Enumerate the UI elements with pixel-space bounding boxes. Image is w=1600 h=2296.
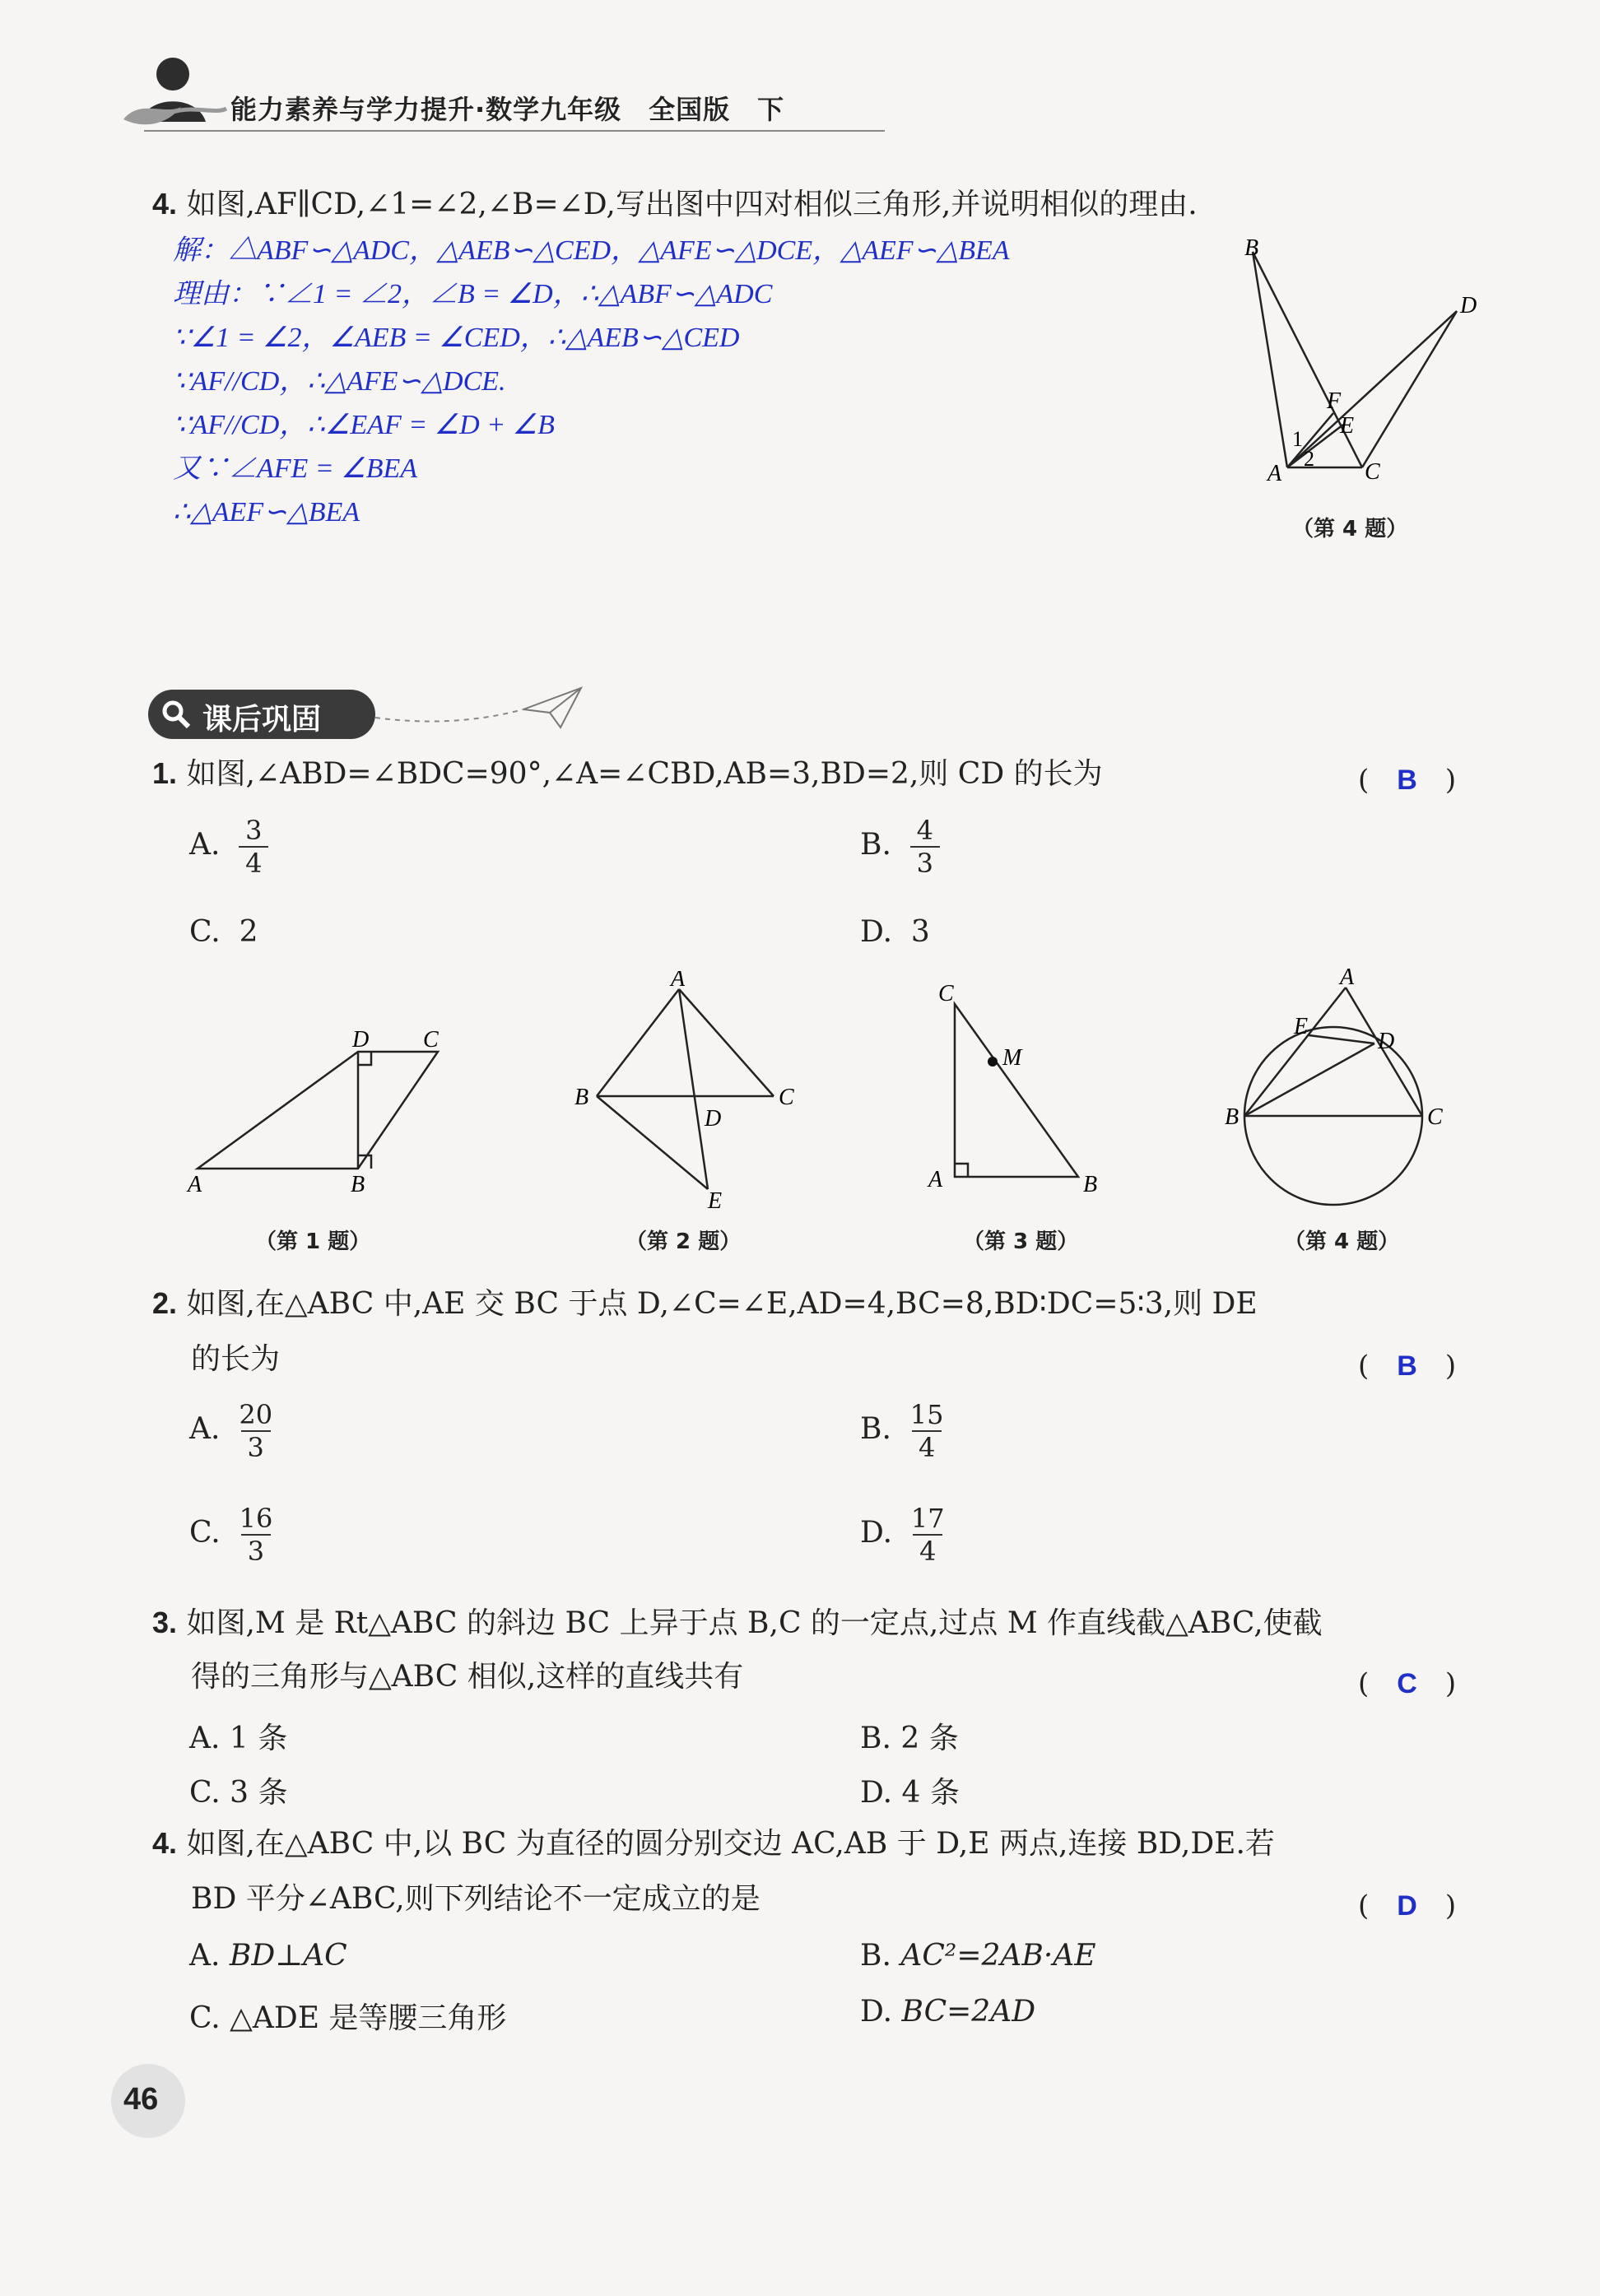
q4-stem bbox=[152, 1825, 1275, 1862]
header-title: 能力素养与学力提升·数学九年级 全国版 下 bbox=[230, 94, 785, 125]
frac-den: 3 bbox=[916, 848, 933, 879]
solution-line: 又∵∠AFE = ∠BEA bbox=[173, 453, 418, 484]
frac-den: 4 bbox=[245, 848, 263, 879]
q4-top-figure bbox=[1235, 239, 1481, 494]
figure-4 bbox=[1218, 963, 1457, 1210]
fig-label: D bbox=[705, 1106, 722, 1132]
solution-line: ∵∠1 = ∠2，∠AEB = ∠CED，∴△AEB∽△CED bbox=[173, 323, 740, 353]
option-value: 1 条 bbox=[229, 1722, 288, 1755]
solution-line: 理由：∵∠1 = ∠2，∠B = ∠D，∴△ABF∽△ADC bbox=[173, 279, 773, 309]
q4-top-caption: （第 4 题） bbox=[1292, 517, 1408, 541]
q3-text: 如图,M 是 Rt△ABC 的斜边 BC 上异于点 B,C 的一定点,过点 M 作直线截△ABC,使截 bbox=[186, 1606, 1323, 1640]
fig-label: C bbox=[938, 981, 954, 1006]
fig-label: 2 bbox=[1304, 447, 1314, 471]
q1-answer: ( B ) bbox=[1358, 764, 1457, 797]
frac-den: 4 bbox=[918, 1432, 936, 1463]
fig-label: 1 bbox=[1292, 427, 1303, 451]
q4-top-stem bbox=[152, 186, 1198, 223]
q4-text: 如图,在△ABC 中,以 BC 为直径的圆分别交边 AC,AB 于 D,E 两点,连接 BD,DE.若 bbox=[186, 1827, 1275, 1861]
option-value: 4 条 bbox=[901, 1776, 960, 1810]
q2-option-a: A. $\frac{20}{3}$ bbox=[189, 1399, 273, 1463]
q1-number: 1. bbox=[152, 756, 178, 790]
fig-label: A bbox=[188, 1172, 202, 1197]
magnifier-icon bbox=[160, 698, 193, 738]
figure-2 bbox=[568, 971, 807, 1210]
option-value: 3 条 bbox=[230, 1776, 288, 1810]
q3-answer: ( C ) bbox=[1358, 1667, 1457, 1700]
q3-option-c: C. 3 条 bbox=[189, 1776, 288, 1810]
q1-option-c: C. 2 bbox=[189, 915, 258, 949]
fig-label: C bbox=[1427, 1104, 1443, 1130]
fig-label: M bbox=[1002, 1045, 1022, 1071]
answer-letter: B bbox=[1397, 765, 1417, 796]
option-value: 3 bbox=[910, 915, 930, 949]
solution-line: 解：△ABF∽△ADC，△AEB∽△CED，△AFE∽△DCE，△AEF∽△BEA bbox=[173, 235, 1010, 266]
fig-label: B bbox=[1083, 1172, 1098, 1197]
frac-den: 4 bbox=[919, 1536, 937, 1567]
figure-4-caption: （第 4 题） bbox=[1284, 1229, 1400, 1254]
q3-stem bbox=[152, 1605, 1323, 1642]
figure-1-caption: （第 1 题） bbox=[255, 1229, 371, 1254]
option-value: BD⊥AC bbox=[229, 1939, 347, 1973]
q2-stem-cont: 的长为 bbox=[191, 1342, 281, 1376]
q4-top-text: 如图,AF∥CD,∠1=∠2,∠B=∠D,写出图中四对相似三角形,并说明相似的理由. bbox=[186, 188, 1198, 221]
q1-option-d: D. 3 bbox=[860, 915, 930, 949]
q4-option-d: D. BC=2AD bbox=[860, 1995, 1036, 2029]
q4-stem-cont: BD 平分∠ABC,则下列结论不一定成立的是 bbox=[191, 1882, 760, 1916]
header-divider bbox=[144, 130, 885, 132]
fig-label: A bbox=[928, 1167, 943, 1192]
answer-letter: B bbox=[1397, 1350, 1417, 1382]
q1-option-b: B. $\frac{4}{3}$ bbox=[860, 815, 940, 879]
fig-label: E bbox=[1340, 413, 1355, 439]
q4-option-b: B. AC²=2AB·AE bbox=[860, 1939, 1096, 1973]
frac-num: 3 bbox=[245, 815, 263, 846]
frac-den: 3 bbox=[247, 1432, 264, 1463]
q3-option-b: B. 2 条 bbox=[860, 1722, 959, 1755]
fig-label: D bbox=[1460, 293, 1477, 318]
solution-line: ∵AF//CD，∴△AFE∽△DCE. bbox=[173, 366, 506, 397]
q2-option-b: B. $\frac{15}{4}$ bbox=[860, 1399, 944, 1463]
q2-text: 如图,在△ABC 中,AE 交 BC 于点 D,∠C=∠E,AD=4,BC=8,BD∶DC=5∶3,则 DE bbox=[186, 1287, 1258, 1321]
fig-label: B bbox=[574, 1085, 589, 1110]
fig-label: A bbox=[671, 971, 686, 992]
option-value: 2 条 bbox=[900, 1722, 959, 1755]
page-number: 46 bbox=[123, 2082, 159, 2117]
q3-option-d: D. 4 条 bbox=[860, 1776, 960, 1810]
figure-3-caption: （第 3 题） bbox=[963, 1229, 1079, 1254]
frac-num: 17 bbox=[910, 1503, 945, 1534]
fig-label: D bbox=[352, 1029, 370, 1053]
frac-num: 16 bbox=[239, 1503, 273, 1534]
fig-label: E bbox=[708, 1188, 723, 1210]
fig-label: B bbox=[1244, 239, 1259, 261]
fig-label: C bbox=[779, 1085, 794, 1110]
fig-label: B bbox=[351, 1172, 365, 1197]
option-value: 2 bbox=[239, 915, 258, 949]
q1-option-a: A. $\frac{3}{4}$ bbox=[189, 815, 268, 879]
q2-stem bbox=[152, 1285, 1258, 1322]
solution-line: ∴△AEF∽△BEA bbox=[173, 497, 360, 528]
frac-den: 3 bbox=[247, 1536, 265, 1567]
fig-label: B bbox=[1225, 1104, 1240, 1130]
q2-option-d: D. $\frac{17}{4}$ bbox=[860, 1503, 945, 1567]
q4-option-c: C. △ADE 是等腰三角形 bbox=[189, 2001, 507, 2035]
fig-label: E bbox=[1294, 1014, 1309, 1039]
fig-label: A bbox=[1267, 461, 1282, 486]
frac-num: 20 bbox=[239, 1399, 273, 1430]
fig-label: F bbox=[1327, 388, 1342, 414]
q3-stem-cont: 得的三角形与△ABC 相似,这样的直线共有 bbox=[191, 1660, 744, 1694]
q4-answer: ( D ) bbox=[1358, 1889, 1457, 1922]
q4-number: 4. bbox=[152, 1826, 178, 1860]
section-title: 课后巩固 bbox=[202, 703, 322, 737]
solution-line: ∵AF//CD，∴∠EAF = ∠D + ∠B bbox=[173, 410, 555, 440]
figure-1 bbox=[181, 1029, 461, 1210]
option-value: BC=2AD bbox=[901, 1995, 1036, 2029]
section-tab bbox=[148, 690, 375, 739]
option-value: △ADE 是等腰三角形 bbox=[230, 2001, 507, 2035]
fig-label: D bbox=[1378, 1029, 1395, 1054]
q4-top-solution bbox=[173, 235, 1010, 529]
fig-label: C bbox=[1365, 459, 1380, 485]
figure-3 bbox=[914, 971, 1119, 1210]
answer-letter: C bbox=[1397, 1668, 1417, 1699]
q2-number: 2. bbox=[152, 1286, 178, 1320]
q2-answer: ( B ) bbox=[1358, 1350, 1457, 1383]
frac-num: 15 bbox=[909, 1399, 944, 1430]
fig-label: C bbox=[423, 1029, 439, 1053]
frac-num: 4 bbox=[916, 815, 933, 846]
q4-option-a: A. BD⊥AC bbox=[189, 1939, 347, 1973]
option-value: AC²=2AB·AE bbox=[900, 1939, 1096, 1973]
q2-option-c: C. $\frac{16}{3}$ bbox=[189, 1503, 273, 1567]
header-logo bbox=[115, 49, 230, 132]
q3-number: 3. bbox=[152, 1606, 178, 1639]
q1-text: 如图,∠ABD=∠BDC=90°,∠A=∠CBD,AB=3,BD=2,则 CD 的长为 bbox=[186, 757, 1103, 791]
paper-plane-icon bbox=[375, 685, 589, 734]
q1-stem bbox=[152, 755, 1103, 792]
q3-option-a: A. 1 条 bbox=[189, 1722, 288, 1755]
fig-label: A bbox=[1340, 964, 1355, 990]
figure-2-caption: （第 2 题） bbox=[626, 1229, 742, 1254]
answer-letter: D bbox=[1397, 1890, 1417, 1922]
q4-top-number: 4. bbox=[152, 187, 178, 221]
